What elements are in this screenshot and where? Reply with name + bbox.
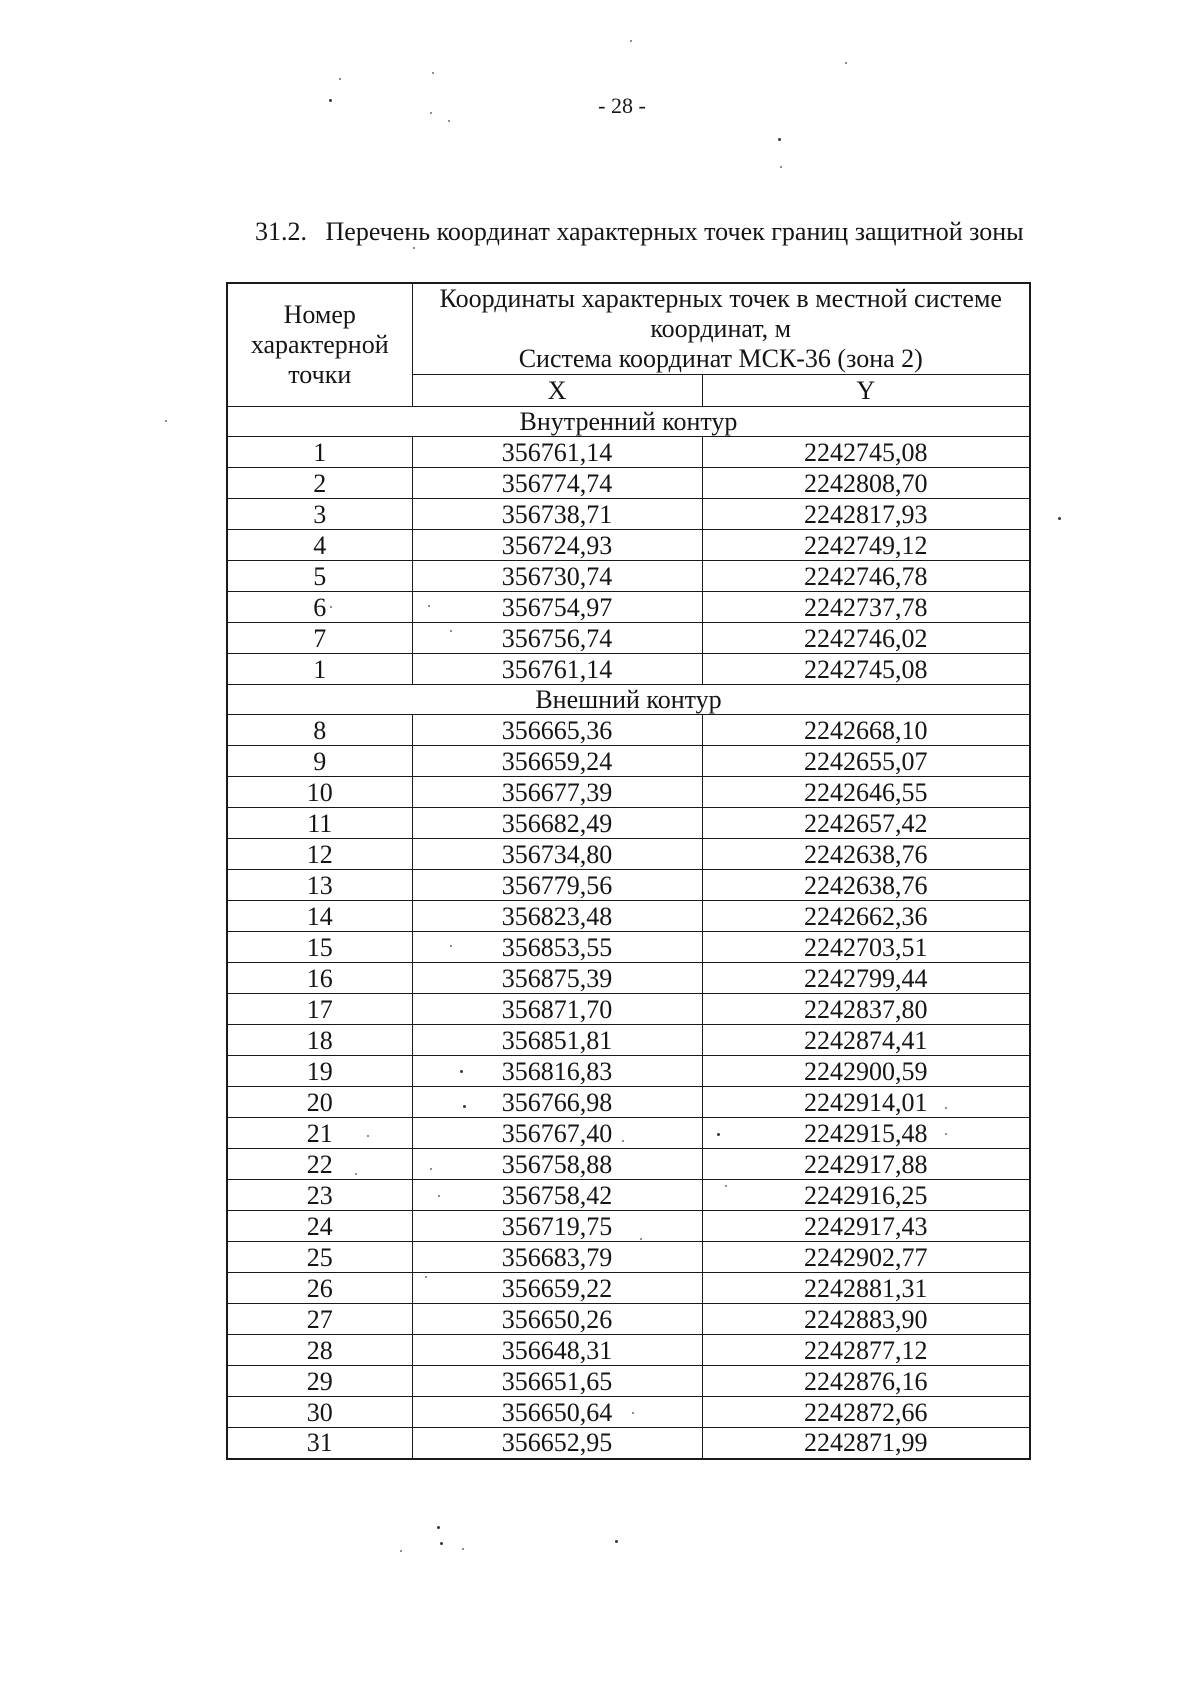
table-row	[227, 1025, 1030, 1056]
cell-point-number: 6	[227, 592, 412, 623]
cell-point-number: 5	[227, 561, 412, 592]
cell-x: 356650,64	[412, 1397, 702, 1428]
scan-speck	[165, 420, 167, 422]
cell-y: 2242917,43	[702, 1211, 1030, 1242]
cell-y: 2242746,02	[702, 623, 1030, 654]
scan-speck	[717, 1133, 720, 1136]
table-row	[227, 1273, 1030, 1304]
cell-y: 2242817,93	[702, 499, 1030, 530]
cell-point-number: 14	[227, 901, 412, 932]
cell-y: 2242877,12	[702, 1335, 1030, 1366]
cell-x: 356682,49	[412, 808, 702, 839]
cell-point-number: 28	[227, 1335, 412, 1366]
cell-x: 356754,97	[412, 592, 702, 623]
cell-y: 2242808,70	[702, 468, 1030, 499]
table-row	[227, 808, 1030, 839]
cell-y: 2242902,77	[702, 1242, 1030, 1273]
scan-speck	[330, 606, 332, 608]
cell-x: 356875,39	[412, 963, 702, 994]
cell-x: 356648,31	[412, 1335, 702, 1366]
cell-x: 356665,36	[412, 715, 702, 746]
table-row	[227, 623, 1030, 654]
table-row	[227, 1335, 1030, 1366]
cell-point-number: 12	[227, 839, 412, 870]
scan-speck	[615, 1540, 618, 1543]
coordinates-table-body	[227, 407, 1030, 1459]
scan-speck	[339, 78, 341, 80]
header-y: Y	[702, 375, 1030, 407]
cell-x: 356719,75	[412, 1211, 702, 1242]
scan-speck	[367, 1135, 369, 1137]
table-row	[227, 1149, 1030, 1180]
cell-y: 2242900,59	[702, 1056, 1030, 1087]
table-row	[227, 468, 1030, 499]
table-row	[227, 1366, 1030, 1397]
contour-title: Внешний контур	[227, 685, 1030, 715]
cell-point-number: 17	[227, 994, 412, 1025]
cell-x: 356677,39	[412, 777, 702, 808]
table-row	[227, 715, 1030, 746]
cell-point-number: 3	[227, 499, 412, 530]
scan-speck	[778, 138, 781, 141]
scan-speck	[845, 62, 847, 64]
table-row	[227, 499, 1030, 530]
cell-y: 2242917,88	[702, 1149, 1030, 1180]
cell-y: 2242883,90	[702, 1304, 1030, 1335]
scan-speck	[413, 247, 415, 249]
table-row	[227, 963, 1030, 994]
cell-x: 356758,88	[412, 1149, 702, 1180]
coordinates-table	[226, 282, 1031, 1460]
cell-x: 356766,98	[412, 1087, 702, 1118]
table-row	[227, 561, 1030, 592]
scan-speck	[945, 1133, 947, 1135]
cell-x: 356851,81	[412, 1025, 702, 1056]
cell-x: 356761,14	[412, 437, 702, 468]
cell-point-number: 16	[227, 963, 412, 994]
cell-point-number: 15	[227, 932, 412, 963]
scan-speck	[425, 1276, 427, 1278]
scan-speck	[432, 72, 434, 74]
cell-point-number: 8	[227, 715, 412, 746]
cell-point-number: 1	[227, 437, 412, 468]
cell-point-number: 9	[227, 746, 412, 777]
cell-x: 356756,74	[412, 623, 702, 654]
cell-x: 356871,70	[412, 994, 702, 1025]
cell-y: 2242837,80	[702, 994, 1030, 1025]
cell-y: 2242745,08	[702, 437, 1030, 468]
scan-speck	[630, 40, 632, 42]
cell-x: 356659,22	[412, 1273, 702, 1304]
scan-speck	[725, 1185, 727, 1187]
cell-point-number: 21	[227, 1118, 412, 1149]
header-coordinates	[412, 283, 1030, 375]
cell-point-number: 2	[227, 468, 412, 499]
cell-x: 356823,48	[412, 901, 702, 932]
cell-y: 2242749,12	[702, 530, 1030, 561]
cell-point-number: 18	[227, 1025, 412, 1056]
cell-point-number: 27	[227, 1304, 412, 1335]
header-point-number: Номер характерной точки	[227, 283, 412, 407]
cell-point-number: 23	[227, 1180, 412, 1211]
cell-y: 2242872,66	[702, 1397, 1030, 1428]
cell-point-number: 25	[227, 1242, 412, 1273]
cell-x: 356816,83	[412, 1056, 702, 1087]
cell-y: 2242914,01	[702, 1087, 1030, 1118]
cell-x: 356683,79	[412, 1242, 702, 1273]
scan-speck	[450, 945, 452, 947]
table-row	[227, 592, 1030, 623]
scan-speck	[448, 120, 450, 122]
table-row	[227, 654, 1030, 685]
cell-y: 2242638,76	[702, 839, 1030, 870]
contour-title: Внутренний контур	[227, 407, 1030, 437]
cell-point-number: 7	[227, 623, 412, 654]
cell-point-number: 13	[227, 870, 412, 901]
cell-x: 356730,74	[412, 561, 702, 592]
cell-point-number: 30	[227, 1397, 412, 1428]
cell-point-number: 29	[227, 1366, 412, 1397]
scan-speck	[1058, 517, 1061, 520]
section-heading-text: Перечень координат характерных точек границ защитной зоны	[325, 217, 1024, 246]
scan-speck	[460, 1070, 463, 1073]
table-row	[227, 437, 1030, 468]
cell-point-number: 19	[227, 1056, 412, 1087]
scan-speck	[400, 1550, 402, 1552]
contour-section-row	[227, 685, 1030, 715]
table-row	[227, 1304, 1030, 1335]
cell-x: 356650,26	[412, 1304, 702, 1335]
scan-speck	[428, 605, 430, 607]
contour-section-row	[227, 407, 1030, 437]
scan-speck	[438, 1195, 440, 1197]
cell-y: 2242703,51	[702, 932, 1030, 963]
cell-point-number: 24	[227, 1211, 412, 1242]
cell-y: 2242871,99	[702, 1428, 1030, 1459]
cell-y: 2242746,78	[702, 561, 1030, 592]
cell-point-number: 20	[227, 1087, 412, 1118]
table-row	[227, 870, 1030, 901]
table-row	[227, 901, 1030, 932]
cell-point-number: 22	[227, 1149, 412, 1180]
cell-y: 2242657,42	[702, 808, 1030, 839]
scan-speck	[640, 1238, 642, 1240]
scan-speck	[329, 99, 332, 102]
cell-point-number: 4	[227, 530, 412, 561]
cell-y: 2242799,44	[702, 963, 1030, 994]
cell-point-number: 11	[227, 808, 412, 839]
cell-x: 356761,14	[412, 654, 702, 685]
cell-x: 356779,56	[412, 870, 702, 901]
cell-x: 356652,95	[412, 1428, 702, 1459]
cell-y: 2242646,55	[702, 777, 1030, 808]
cell-y: 2242874,41	[702, 1025, 1030, 1056]
table-row	[227, 777, 1030, 808]
cell-y: 2242655,07	[702, 746, 1030, 777]
cell-x: 356734,80	[412, 839, 702, 870]
cell-x: 356724,93	[412, 530, 702, 561]
header-row	[227, 283, 1030, 375]
table-row	[227, 1180, 1030, 1211]
table-row	[227, 746, 1030, 777]
header-coordinates-title: Координаты характерных точек в местной системе координат, м	[439, 284, 1002, 343]
table-row	[227, 994, 1030, 1025]
scan-speck	[462, 1548, 464, 1550]
cell-point-number: 31	[227, 1428, 412, 1459]
scan-speck	[437, 1526, 440, 1529]
cell-x: 356651,65	[412, 1366, 702, 1397]
table-row	[227, 1056, 1030, 1087]
table-row	[227, 932, 1030, 963]
scan-speck	[440, 1542, 443, 1545]
cell-y: 2242916,25	[702, 1180, 1030, 1211]
cell-y: 2242745,08	[702, 654, 1030, 685]
scan-speck	[430, 112, 432, 114]
cell-point-number: 26	[227, 1273, 412, 1304]
cell-y: 2242876,16	[702, 1366, 1030, 1397]
cell-x: 356659,24	[412, 746, 702, 777]
table-row	[227, 1087, 1030, 1118]
table-row	[227, 1118, 1030, 1149]
cell-y: 2242662,36	[702, 901, 1030, 932]
header-coordinate-system: Система координат МСК-36 (зона 2)	[518, 344, 923, 373]
table-row	[227, 839, 1030, 870]
scan-speck	[463, 1105, 466, 1108]
table-row	[227, 1242, 1030, 1273]
table-row	[227, 1428, 1030, 1459]
cell-x: 356853,55	[412, 932, 702, 963]
table-row	[227, 530, 1030, 561]
cell-y: 2242638,76	[702, 870, 1030, 901]
scan-speck	[780, 166, 782, 168]
cell-x: 356758,42	[412, 1180, 702, 1211]
cell-x: 356738,71	[412, 499, 702, 530]
cell-y: 2242881,31	[702, 1273, 1030, 1304]
scan-speck	[622, 1140, 624, 1142]
scan-speck	[430, 1168, 432, 1170]
scan-speck	[632, 1412, 634, 1414]
cell-y: 2242915,48	[702, 1118, 1030, 1149]
page-number: - 28 -	[598, 93, 646, 118]
scan-speck	[355, 1173, 357, 1175]
table-row	[227, 1211, 1030, 1242]
table-row	[227, 1397, 1030, 1428]
scan-speck	[450, 630, 452, 632]
cell-x: 356767,40	[412, 1118, 702, 1149]
section-heading	[255, 217, 1024, 247]
section-heading-number: 31.2.	[255, 217, 307, 246]
cell-point-number: 1	[227, 654, 412, 685]
cell-y: 2242737,78	[702, 592, 1030, 623]
coordinates-table-header	[227, 283, 1030, 407]
cell-point-number: 10	[227, 777, 412, 808]
cell-x: 356774,74	[412, 468, 702, 499]
scan-speck	[945, 1107, 947, 1109]
cell-y: 2242668,10	[702, 715, 1030, 746]
header-x: X	[412, 375, 702, 407]
